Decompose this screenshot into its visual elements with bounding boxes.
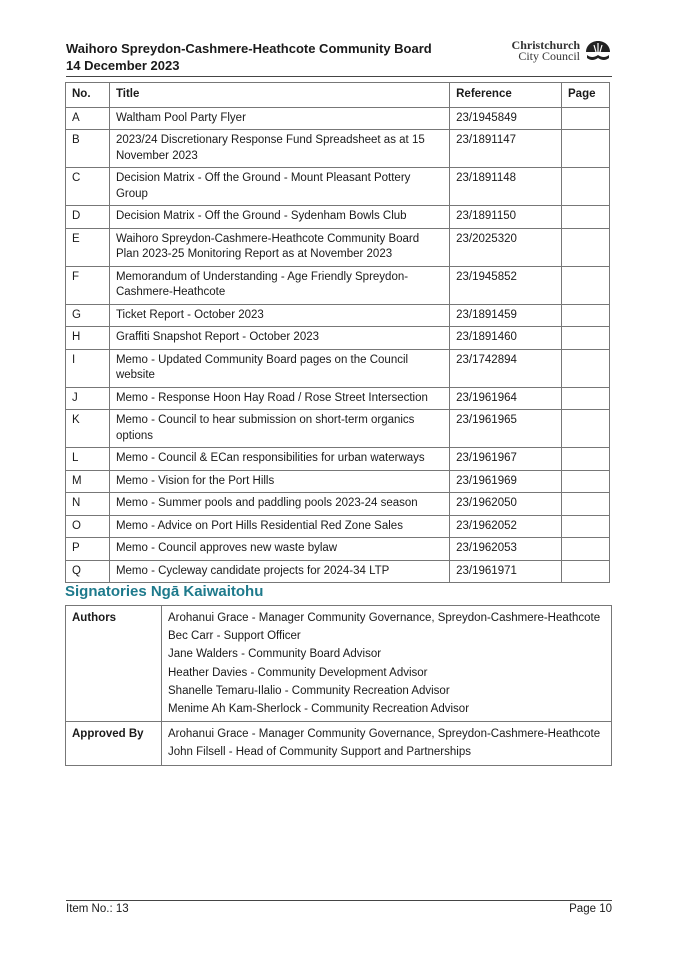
table-row (66, 228, 610, 266)
row-reference: 23/1891459 (450, 304, 562, 327)
row-reference: 23/1891148 (450, 168, 562, 206)
row-page (562, 107, 610, 130)
row-no: Q (66, 560, 110, 583)
row-title: Memo - Council & ECan responsibilities for urban waterways (109, 448, 449, 471)
row-reference: 23/1962053 (450, 538, 562, 561)
row-title: Memo - Vision for the Port Hills (109, 470, 449, 493)
approvers-list (162, 722, 612, 765)
row-no: O (66, 515, 110, 538)
item-number: Item No.: 13 (66, 903, 129, 915)
row-no: E (66, 228, 110, 266)
row-no: C (66, 168, 110, 206)
col-header-title: Title (109, 83, 449, 108)
row-no: N (66, 493, 110, 516)
row-title: Memo - Response Hoon Hay Road / Rose Street Intersection (109, 387, 449, 410)
row-no: G (66, 304, 110, 327)
meeting-date: 14 December 2023 (66, 58, 180, 73)
table-row (66, 515, 610, 538)
approved-label: Approved By (66, 722, 162, 765)
row-title: Memorandum of Understanding - Age Friendly Spreydon-Cashmere-Heathcote (109, 266, 449, 304)
row-reference: 23/1962050 (450, 493, 562, 516)
authors-list (162, 606, 612, 722)
row-reference: 23/1742894 (450, 349, 562, 387)
row-reference: 23/1945849 (450, 107, 562, 130)
table-row (66, 560, 610, 583)
row-reference: 23/1961965 (450, 410, 562, 448)
board-name: Waihoro Spreydon-Cashmere-Heathcote Community Board (66, 41, 432, 56)
row-page (562, 168, 610, 206)
author-name: Bec Carr - Support Officer (168, 630, 301, 643)
page-footer (66, 900, 612, 915)
row-page (562, 130, 610, 168)
logo-line1: Christchurch (511, 38, 580, 52)
logo-line2: City Council (518, 49, 580, 63)
row-page (562, 349, 610, 387)
row-reference: 23/1891150 (450, 206, 562, 229)
page-number: Page 10 (569, 903, 612, 915)
row-reference: 23/1945852 (450, 266, 562, 304)
row-no: F (66, 266, 110, 304)
signatories-heading: Signatories Ngā Kaiwaitohu (65, 583, 264, 600)
row-title: Memo - Cycleway candidate projects for 2024-34 LTP (109, 560, 449, 583)
row-title: Waltham Pool Party Flyer (109, 107, 449, 130)
row-page (562, 470, 610, 493)
row-page (562, 448, 610, 471)
row-reference: 23/1891147 (450, 130, 562, 168)
row-no: P (66, 538, 110, 561)
author-name: Arohanui Grace - Manager Community Governance, Spreydon-Cashmere-Heathcote (168, 612, 601, 624)
table-row (66, 304, 610, 327)
row-reference: 23/1961969 (450, 470, 562, 493)
row-reference: 23/1961971 (450, 560, 562, 583)
row-title: Decision Matrix - Off the Ground - Mount Pleasant Pottery Group (109, 168, 449, 206)
row-page (562, 304, 610, 327)
row-no: M (66, 470, 110, 493)
table-row (66, 387, 610, 410)
row-reference: 23/1961967 (450, 448, 562, 471)
row-page (562, 327, 610, 350)
author-name: Heather Davies - Community Development Advisor (168, 666, 428, 679)
table-row (66, 410, 610, 448)
row-title: Ticket Report - October 2023 (109, 304, 449, 327)
author-name: Jane Walders - Community Board Advisor (168, 648, 382, 661)
row-reference: 23/1962052 (450, 515, 562, 538)
row-no: K (66, 410, 110, 448)
attachments-table (65, 82, 610, 583)
table-row (66, 538, 610, 561)
approver-name: Arohanui Grace - Manager Community Governance, Spreydon-Cashmere-Heathcote (168, 728, 601, 741)
row-title: Graffiti Snapshot Report - October 2023 (109, 327, 449, 350)
row-page (562, 493, 610, 516)
row-title: Decision Matrix - Off the Ground - Sydenham Bowls Club (109, 206, 449, 229)
row-title: Memo - Updated Community Board pages on the Council website (109, 349, 449, 387)
approved-row (66, 722, 612, 765)
row-page (562, 266, 610, 304)
council-logo (502, 40, 612, 68)
table-row (66, 349, 610, 387)
table-row (66, 470, 610, 493)
row-page (562, 206, 610, 229)
row-title: Memo - Summer pools and paddling pools 2023-24 season (109, 493, 449, 516)
table-row (66, 107, 610, 130)
row-page (562, 387, 610, 410)
table-row (66, 206, 610, 229)
row-title: Memo - Advice on Port Hills Residential Red Zone Sales (109, 515, 449, 538)
row-reference: 23/1891460 (450, 327, 562, 350)
signatories-table (65, 605, 612, 766)
row-page (562, 560, 610, 583)
table-row (66, 448, 610, 471)
row-title: Memo - Council to hear submission on short-term organics options (109, 410, 449, 448)
row-no: A (66, 107, 110, 130)
authors-label: Authors (66, 606, 162, 722)
row-title: Memo - Council approves new waste bylaw (109, 538, 449, 561)
table-row (66, 266, 610, 304)
col-header-page: Page (562, 83, 610, 108)
row-page (562, 538, 610, 561)
row-page (562, 228, 610, 266)
col-header-no: No. (66, 83, 110, 108)
page-header (66, 40, 612, 77)
authors-row (66, 606, 612, 722)
row-no: B (66, 130, 110, 168)
author-name: Menime Ah Kam-Sherlock - Community Recreation Advisor (168, 703, 470, 716)
row-title: 2023/24 Discretionary Response Fund Spreadsheet as at 15 November 2023 (109, 130, 449, 168)
table-row (66, 168, 610, 206)
table-header-row (66, 83, 610, 108)
row-reference: 23/2025320 (450, 228, 562, 266)
row-page (562, 410, 610, 448)
council-emblem-icon (584, 40, 612, 66)
author-name: Shanelle Temaru-Ilalio - Community Recreation Advisor (168, 684, 450, 697)
row-reference: 23/1961964 (450, 387, 562, 410)
row-no: D (66, 206, 110, 229)
table-row (66, 327, 610, 350)
table-row (66, 130, 610, 168)
row-no: H (66, 327, 110, 350)
table-row (66, 493, 610, 516)
row-title: Waihoro Spreydon-Cashmere-Heathcote Community Board Plan 2023-25 Monitoring Report as at November 2023 (109, 228, 449, 266)
row-no: L (66, 448, 110, 471)
row-no: I (66, 349, 110, 387)
row-no: J (66, 387, 110, 410)
col-header-reference: Reference (450, 83, 562, 108)
approver-name: John Filsell - Head of Community Support and Partnerships (168, 746, 471, 759)
row-page (562, 515, 610, 538)
